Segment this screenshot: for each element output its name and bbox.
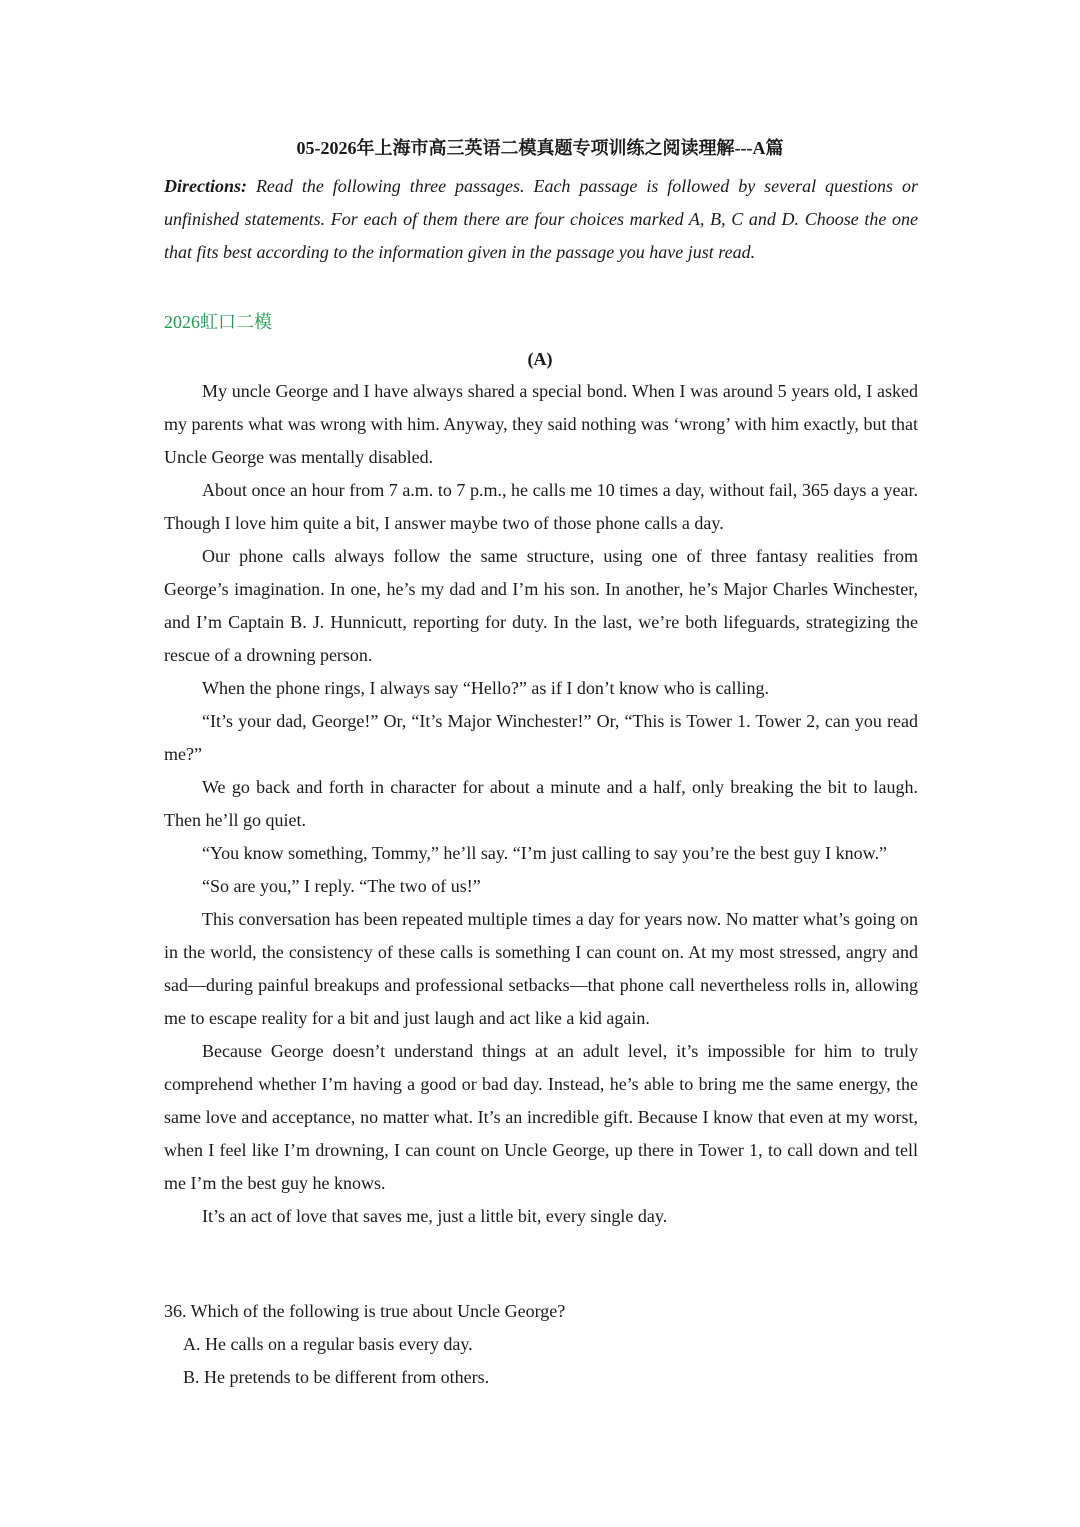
passage-paragraph: “So are you,” I reply. “The two of us!” (202, 876, 481, 896)
directions (164, 170, 918, 269)
passage-paragraph: Our phone calls always follow the same structure, using one of three fantasy realities from George’s imagination. In one, he’s my dad and I’m his son. In another, he’s Major Charles Winchester, and I’m Captain B. J. Hunnicutt, reporting for duty. In the last, we’re both lifeguards, strategizing the rescue of a drowning person. (164, 546, 918, 665)
section-label: 2026虹口二模 (164, 312, 272, 332)
passage-paragraph: “It’s your dad, George!” Or, “It’s Major Winchester!” Or, “This is Tower 1. Tower 2, can you read me?” (164, 711, 918, 764)
directions-text: Read the following three passages. Each passage is followed by several questions or unfinished statements. For each of them there are four choices marked A, B, C and D. Choose the one that fits best according to the information given in the passage you have just read. (164, 176, 918, 262)
document-title: 05-2026年上海市高三英语二模真题专项训练之阅读理解---A篇 (296, 138, 784, 158)
passage-paragraph: My uncle George and I have always shared a special bond. When I was around 5 years old, I asked my parents what was wrong with him. Anyway, they said nothing was ‘wrong’ with him exactly, but that Uncle George was mentally disabled. (164, 381, 918, 467)
passage-paragraph: “You know something, Tommy,” he’ll say. “I’m just calling to say you’re the best guy I know.” (202, 843, 887, 863)
passage-paragraph: When the phone rings, I always say “Hello?” as if I don’t know who is calling. (202, 678, 770, 698)
answer-option-a: A. He calls on a regular basis every day. (183, 1334, 473, 1354)
question-block (164, 1295, 918, 1394)
passage-paragraph: Because George doesn’t understand things at an adult level, it’s impossible for him to truly comprehend whether I’m having a good or bad day. Instead, he’s able to bring me the same energy, the same love and acceptance, no matter what. It’s an incredible gift. Because I know that even at my worst, when I feel like I’m drowning, I can count on Uncle George, up there in Tower 1, to call down and tell me I’m the best guy he knows. (164, 1041, 918, 1193)
passage-body (164, 375, 918, 1233)
passage-heading: (A) (527, 349, 553, 369)
passage-paragraph: This conversation has been repeated multiple times a day for years now. No matter what’s going on in the world, the consistency of these calls is something I can count on. At my most stressed, angry and sad—during painful breakups and professional setbacks—that phone call nevertheless rolls in, allowing me to escape reality for a bit and just laugh and act like a kid again. (164, 909, 918, 1028)
passage-paragraph: We go back and forth in character for about a minute and a half, only breaking the bit to laugh. Then he’ll go quiet. (164, 777, 918, 830)
passage-paragraph: It’s an act of love that saves me, just a little bit, every single day. (202, 1206, 668, 1226)
answer-option-b: B. He pretends to be different from others. (183, 1367, 490, 1387)
directions-label: Directions: (164, 176, 247, 196)
question-stem: 36. Which of the following is true about Uncle George? (164, 1301, 566, 1321)
passage-paragraph: About once an hour from 7 a.m. to 7 p.m., he calls me 10 times a day, without fail, 365 days a year. Though I love him quite a bit, I answer maybe two of those phone calls a day. (164, 480, 918, 533)
